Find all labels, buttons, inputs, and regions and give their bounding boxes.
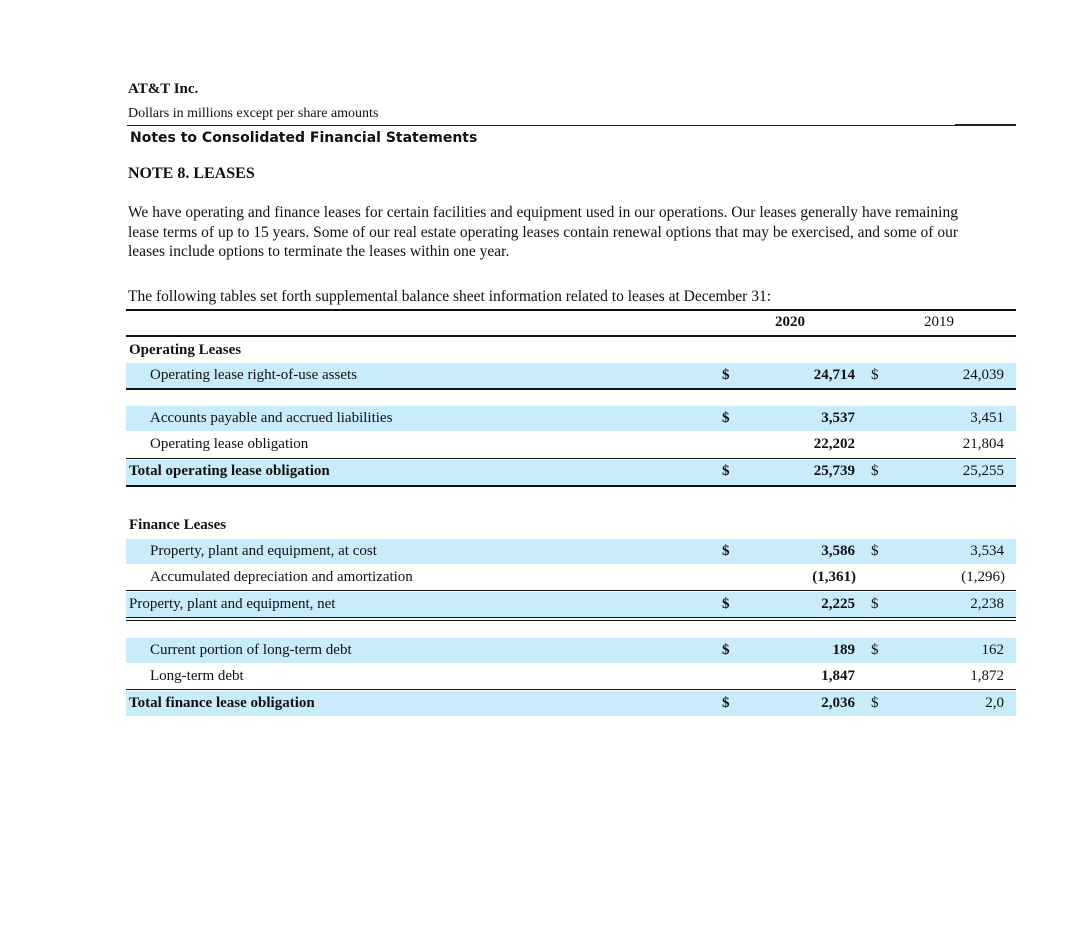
value-2020: 2,036: [821, 695, 855, 711]
row-label: Accounts payable and accrued liabilities: [150, 410, 393, 426]
row-label: Property, plant and equipment, net: [129, 596, 336, 612]
table-header-rule: [126, 335, 1016, 337]
row-rule: [126, 590, 1016, 591]
total-row-label: Total operating lease obligation: [129, 463, 330, 479]
header-rule: [127, 125, 1016, 126]
row-rule: [126, 485, 1016, 487]
header-rule-accent: [955, 124, 1016, 126]
row-label: Operating lease right-of-use assets: [150, 367, 358, 383]
row-label: Property, plant and equipment, at cost: [150, 543, 377, 559]
currency-symbol: $: [722, 596, 730, 612]
value-2020: 1,847: [821, 668, 855, 684]
currency-symbol: $: [871, 543, 879, 559]
row-label: Current portion of long-term debt: [150, 642, 352, 658]
value-2019: 25,255: [962, 463, 1004, 479]
value-2020: 25,739: [813, 463, 855, 479]
value-2020: (1,361): [812, 569, 856, 585]
currency-symbol: $: [722, 463, 730, 479]
table-intro: The following tables set forth supplemental balance sheet information related to leases at December 31:: [128, 288, 772, 305]
units-note: Dollars in millions except per share amounts: [128, 106, 379, 121]
row-label: Long-term debt: [150, 668, 244, 684]
value-2019: 2,0: [985, 695, 1004, 711]
value-2020: 189: [832, 642, 855, 658]
row-label: Operating lease obligation: [150, 436, 309, 452]
currency-symbol: $: [871, 596, 879, 612]
value-2019: 24,039: [962, 367, 1004, 383]
value-2020: 24,714: [813, 367, 855, 383]
currency-symbol: $: [722, 410, 730, 426]
total-row-label: Total finance lease obligation: [129, 695, 315, 711]
row-rule: [126, 617, 1016, 618]
value-2020: 3,586: [821, 543, 855, 559]
note-title: NOTE 8. LEASES: [128, 165, 255, 182]
column-header-2020: 2020: [775, 314, 805, 330]
row-rule: [126, 689, 1016, 690]
value-2020: 22,202: [813, 436, 855, 452]
currency-symbol: $: [722, 695, 730, 711]
currency-symbol: $: [722, 642, 730, 658]
currency-symbol: $: [871, 463, 879, 479]
row-rule: [126, 620, 1016, 621]
value-2019: 21,804: [962, 436, 1004, 452]
currency-symbol: $: [722, 367, 730, 383]
note-paragraph: We have operating and finance leases for certain facilities and equipment used in our operations. Our leases generally have remaining lease terms of up to 15 years. Some of our real estate operating leases contain renewal options that may be exercised, and some of our leases include options to terminate the leases within one year.: [128, 204, 958, 260]
value-2019: 1,872: [970, 668, 1004, 684]
currency-symbol: $: [871, 367, 879, 383]
finance-leases-heading: Finance Leases: [129, 517, 227, 533]
value-2019: 3,451: [970, 410, 1004, 426]
value-2019: 2,238: [970, 596, 1004, 612]
value-2019: 162: [981, 642, 1004, 658]
currency-symbol: $: [871, 695, 879, 711]
company-name: AT&T Inc.: [128, 81, 199, 97]
operating-leases-heading: Operating Leases: [129, 342, 242, 358]
value-2020: 2,225: [821, 596, 855, 612]
value-2020: 3,537: [821, 410, 855, 426]
value-2019: (1,296): [961, 569, 1005, 585]
value-2019: 3,534: [970, 543, 1004, 559]
column-header-2019: 2019: [924, 314, 954, 330]
row-rule: [126, 388, 1016, 390]
row-label: Accumulated depreciation and amortization: [150, 569, 413, 585]
currency-symbol: $: [722, 543, 730, 559]
section-title: Notes to Consolidated Financial Statements: [130, 130, 478, 146]
table-top-rule: [126, 309, 1016, 311]
row-rule: [126, 458, 1016, 459]
currency-symbol: $: [871, 642, 879, 658]
